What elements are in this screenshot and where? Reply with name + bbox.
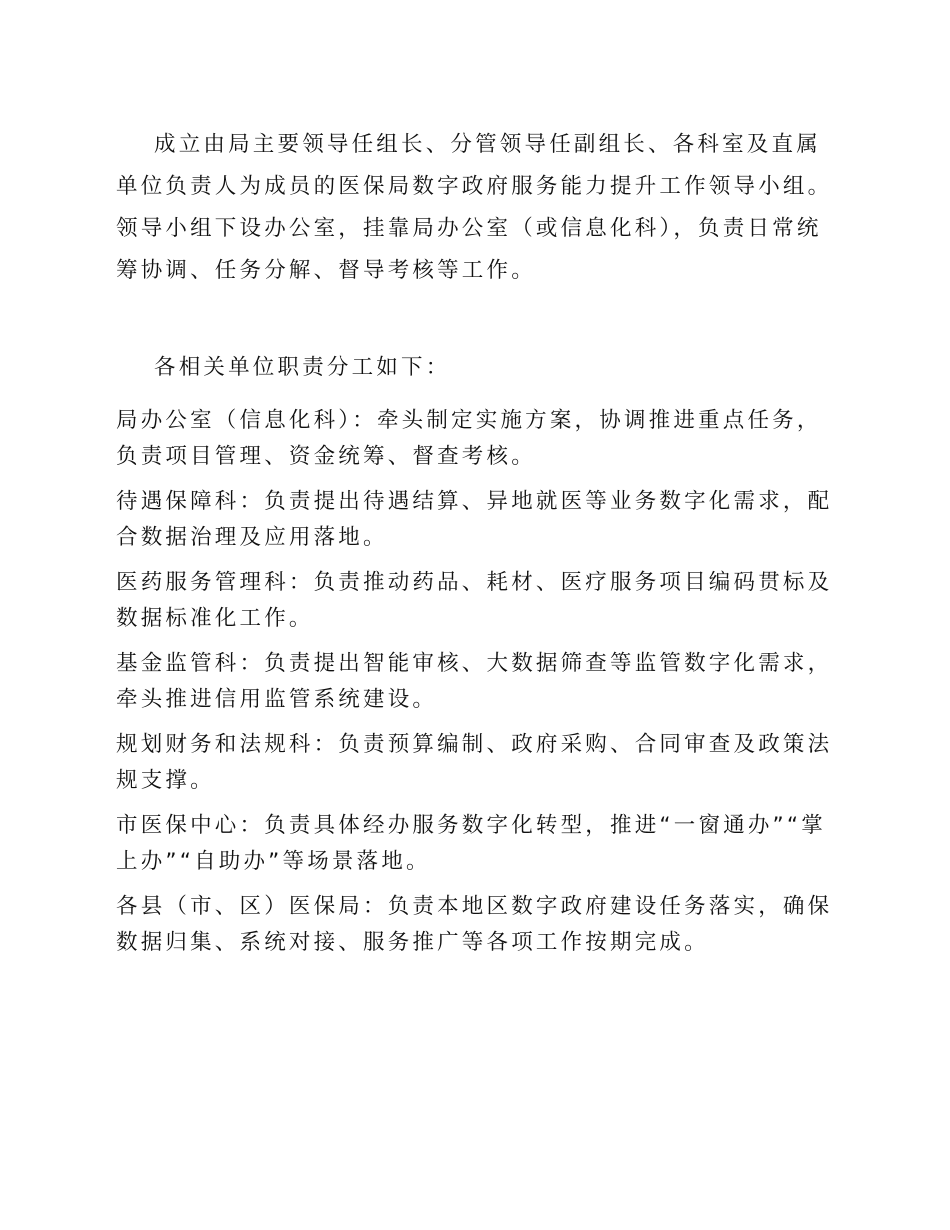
responsibility-item: 市医保中心：负责具体经办服务数字化转型，推进“一窗通办”“掌上办”“自助办”等场景落地。 bbox=[116, 813, 826, 874]
division-heading: 各相关单位职责分工如下： bbox=[154, 355, 451, 380]
responsibility-item: 待遇保障科：负责提出待遇结算、异地就医等业务数字化需求，配合数据治理及应用落地。 bbox=[116, 489, 833, 550]
responsibility-item: 各县（市、区）医保局：负责本地区数字政府建设任务落实，确保数据归集、系统对接、服务推广等各项工作按期完成。 bbox=[116, 894, 833, 955]
responsibility-item: 医药服务管理科：负责推动药品、耗材、医疗服务项目编码贯标及数据标准化工作。 bbox=[116, 570, 833, 631]
responsibility-item: 规划财务和法规科：负责预算编制、政府采购、合同审查及政策法规支撑。 bbox=[116, 732, 833, 793]
intro-paragraph: 成立由局主要领导任组长、分管领导任副组长、各科室及直属单位负责人为成员的医保局数字政府服务能力提升工作领导小组。领导小组下设办公室，挂靠局办公室（或信息化科），负责日常统筹协调、任务分解、督导考核等工作。 bbox=[116, 132, 833, 283]
responsibility-item: 基金监管科：负责提出智能审核、大数据筛查等监管数字化需求，牵头推进信用监管系统建设。 bbox=[116, 651, 833, 712]
responsibility-item: 局办公室（信息化科）：牵头制定实施方案，协调推进重点任务，负责项目管理、资金统筹、督查考核。 bbox=[116, 408, 822, 469]
